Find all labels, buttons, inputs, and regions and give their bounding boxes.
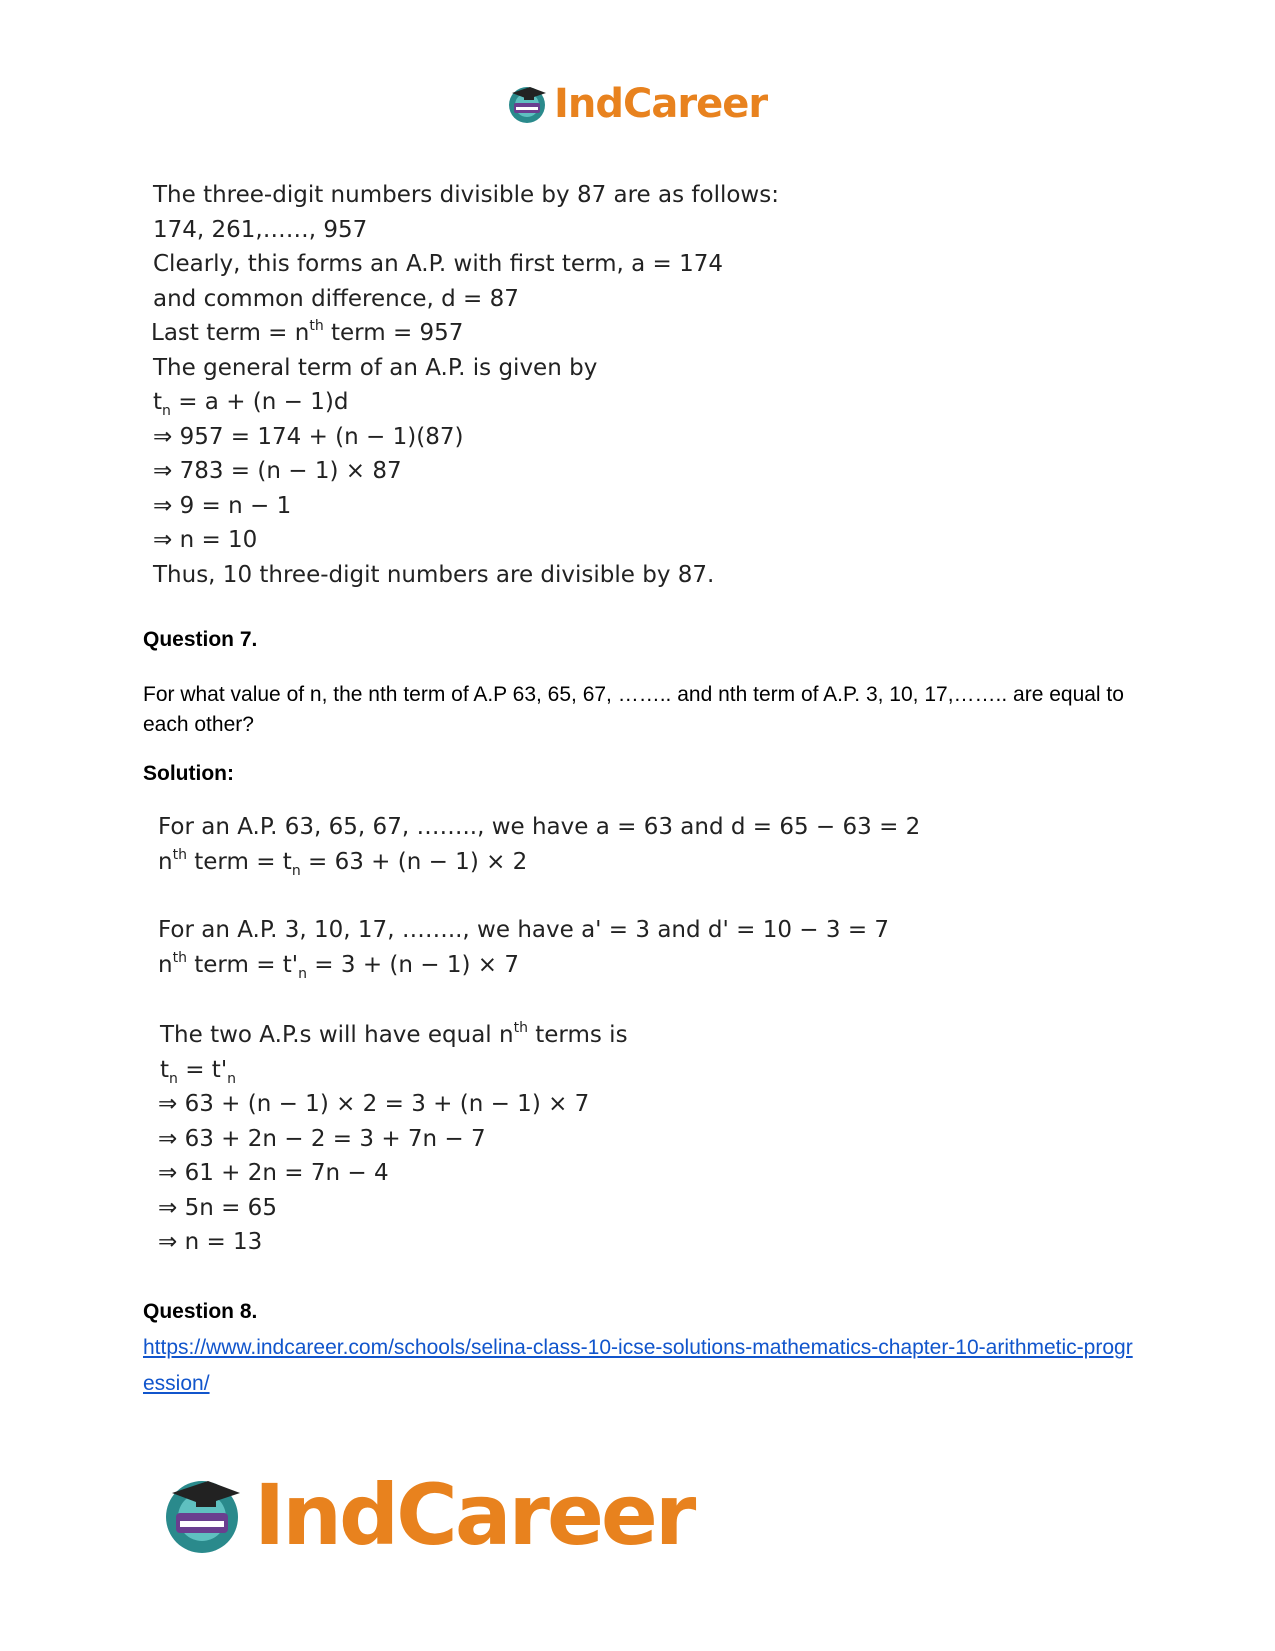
header-logo (506, 80, 767, 128)
question-7-text: For what value of n, the nth term of A.P 63, 65, 67, …….. and nth term of A.P. 3, 10, 17,…….. are equal to each other? (143, 683, 1124, 736)
math-line: ⇒ 957 = 174 + (n − 1)(87) (153, 423, 464, 450)
math-line: ⇒ 9 = n − 1 (153, 492, 292, 519)
superscript: th (172, 949, 187, 966)
math-line: and common difference, d = 87 (153, 285, 519, 312)
math-text: = 3 + (n − 1) × 7 (307, 951, 519, 978)
math-line (160, 1018, 920, 1053)
question-7-title: Question 7. (143, 628, 258, 651)
math-text: = a + (n − 1)d (170, 389, 349, 415)
math-line: Clearly, this forms an A.P. with first term, a = 174 (153, 251, 724, 277)
math-text: term = t (186, 848, 292, 875)
question-8-title: Question 8. (143, 1300, 258, 1323)
math-text: = t' (177, 1056, 228, 1083)
math-line: ⇒ 63 + 2n − 2 = 3 + 7n − 7 (158, 1125, 486, 1152)
math-line: The three-digit numbers divisible by 87 are as follows: (153, 182, 779, 208)
math-line: Thus, 10 three-digit numbers are divisible by 87. (153, 561, 715, 588)
solution-label: Solution: (143, 762, 234, 785)
subscript: n (227, 1070, 237, 1087)
math-text: terms is (527, 1022, 628, 1048)
math-line (158, 845, 920, 880)
math-line: ⇒ 5n = 65 (158, 1194, 277, 1221)
math-text: = 63 + (n − 1) × 2 (300, 848, 528, 875)
math-line (153, 385, 779, 420)
math-text: n (158, 951, 173, 978)
math-line: For an A.P. 63, 65, 67, …….., we have a = 63 and d = 65 − 63 = 2 (158, 814, 921, 840)
graduation-globe-icon (160, 1473, 244, 1557)
math-line: ⇒ 783 = (n − 1) × 87 (153, 458, 402, 484)
logo-wordmark: IndCareer (554, 81, 768, 127)
math-line (151, 316, 779, 351)
math-text: term = 957 (323, 320, 464, 346)
footer-logo (160, 1466, 694, 1564)
math-block-1 (153, 178, 779, 592)
math-text: term = t' (186, 951, 299, 978)
subscript: n (162, 403, 171, 419)
subscript: n (291, 862, 301, 879)
math-line: The general term of an A.P. is given by (153, 354, 598, 381)
source-link[interactable]: https://www.indcareer.com/schools/selina-class-10-icse-solutions-mathematics-chapter-10-arithmetic-progression/ (143, 1336, 1133, 1395)
math-line: ⇒ 61 + 2n = 7n − 4 (158, 1160, 389, 1186)
math-text: t (160, 1056, 170, 1083)
superscript: th (513, 1020, 528, 1036)
math-line: ⇒ 63 + (n − 1) × 2 = 3 + (n − 1) × 7 (158, 1091, 590, 1117)
math-text: t (153, 389, 163, 415)
superscript: th (309, 318, 324, 334)
superscript: th (172, 846, 187, 863)
math-line: ⇒ n = 13 (158, 1229, 263, 1255)
math-line: ⇒ n = 10 (153, 527, 258, 553)
math-line: For an A.P. 3, 10, 17, …….., we have a' = 3 and d' = 10 − 3 = 7 (158, 917, 890, 943)
subscript: n (298, 965, 307, 982)
math-line: 174, 261,……, 957 (153, 216, 368, 243)
math-text: Last term = n (151, 320, 310, 346)
graduation-globe-icon (506, 83, 548, 125)
math-block-2 (158, 810, 920, 1260)
math-text: The two A.P.s will have equal n (160, 1022, 514, 1048)
logo-wordmark: IndCareer (254, 1466, 694, 1564)
math-line (160, 1053, 920, 1088)
math-text: n (158, 848, 173, 875)
math-line (158, 948, 920, 983)
subscript: n (169, 1070, 178, 1087)
